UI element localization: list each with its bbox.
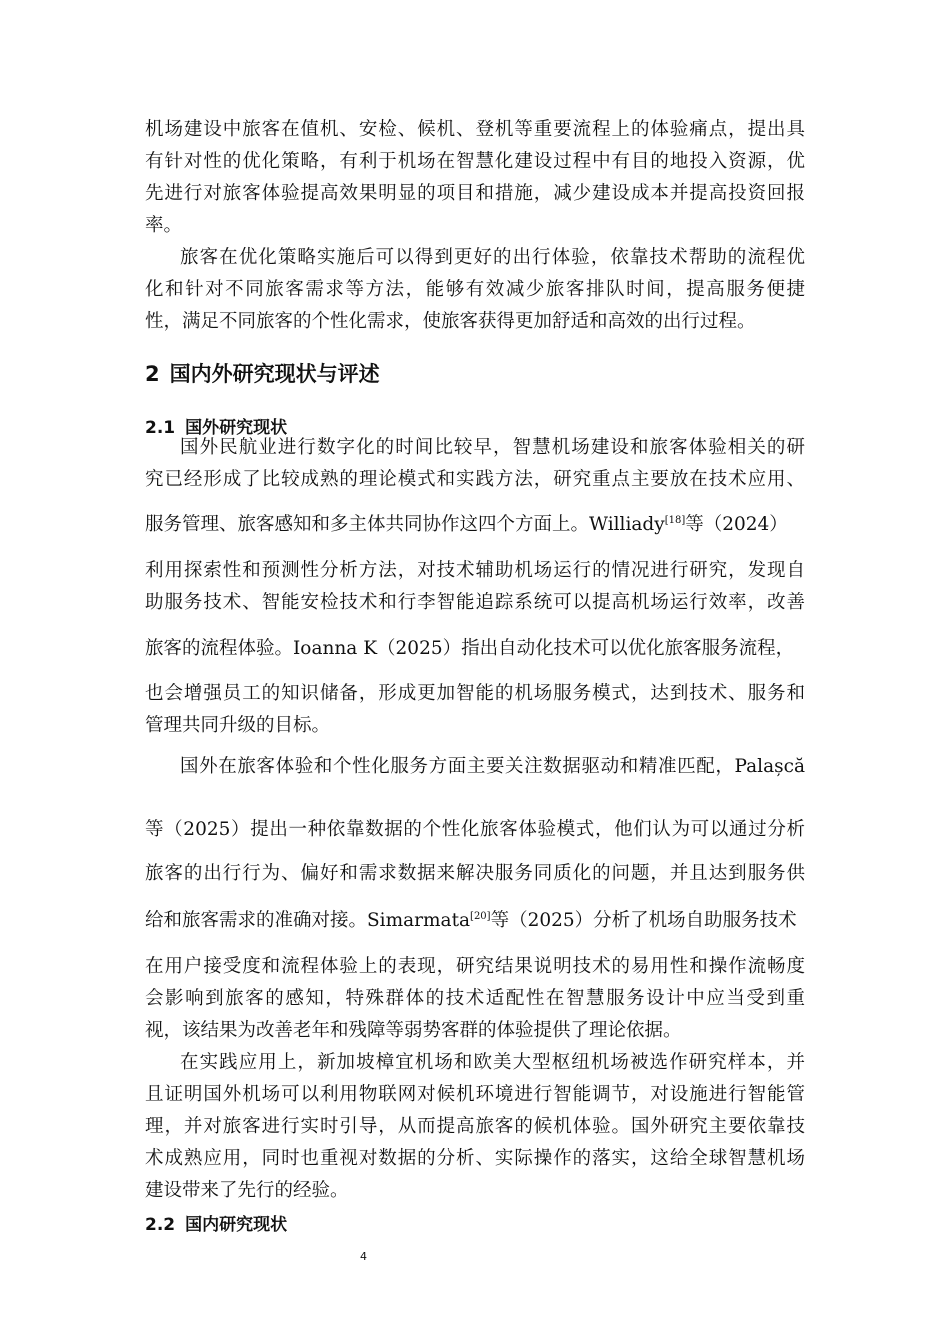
subsection-title: 国内研究现状 xyxy=(185,1215,288,1235)
body-text-line: 会影响到旅客的感知，特殊群体的技术适配性在智慧服务设计中应当受到重 xyxy=(145,988,805,1009)
section-heading xyxy=(145,358,380,388)
subsection-number: 2.2 xyxy=(145,1215,176,1235)
body-text-line: 视，该结果为改善老年和残障等弱势客群的体验提供了理论依据。 xyxy=(145,1020,682,1041)
body-text-line: 究已经形成了比较成熟的理论模式和实践方法，研究重点主要放在技术应用、 xyxy=(145,469,805,490)
subsection-heading xyxy=(145,1210,287,1235)
body-text-line: 也会增强员工的知识储备，形成更加智能的机场服务模式，达到技术、服务和 xyxy=(145,683,805,704)
subsection-title: 国外研究现状 xyxy=(185,418,288,438)
body-text-line: 化和针对不同旅客需求等方法，能够有效减少旅客排队时间，提高服务便捷 xyxy=(145,279,805,300)
page-number: 4 xyxy=(360,1250,367,1263)
body-text-line: 有针对性的优化策略，有利于机场在智慧化建设过程中有目的地投入资源，优 xyxy=(145,151,805,172)
text-run: 等（2025）分析了机场自助服务技术 xyxy=(490,910,797,931)
text-run: 服务管理、旅客感知和多主体共同协作这四个方面上。Williady xyxy=(145,514,665,535)
citation-ref: [20] xyxy=(470,911,491,922)
body-text-line: 在实践应用上，新加坡樟宜机场和欧美大型枢纽机场被选作研究样本，并 xyxy=(180,1052,805,1073)
body-text-line: 旅客的流程体验。Ioanna K（2025）指出自动化技术可以优化旅客服务流程， xyxy=(145,638,795,659)
body-text-line: 利用探索性和预测性分析方法，对技术辅助机场运行的情况进行研究，发现自 xyxy=(145,560,805,581)
body-text-line: 旅客在优化策略实施后可以得到更好的出行体验，依靠技术帮助的流程优 xyxy=(180,247,805,268)
body-text-line: 且证明国外机场可以利用物联网对候机环境进行智能调节，对设施进行智能管 xyxy=(145,1084,805,1105)
body-text-line: 术成熟应用，同时也重视对数据的分析、实际操作的落实，这给全球智慧机场 xyxy=(145,1148,805,1169)
body-text-line: 等（2025）提出一种依靠数据的个性化旅客体验模式，他们认为可以通过分析 xyxy=(145,819,805,840)
body-text-line: 理，并对旅客进行实时引导，从而提高旅客的候机体验。国外研究主要依靠技 xyxy=(145,1116,805,1137)
body-text-line: 先进行对旅客体验提高效果明显的项目和措施，减少建设成本并提高投资回报 xyxy=(145,183,805,204)
section-number: 2 xyxy=(145,362,160,386)
citation-ref: [18] xyxy=(664,515,686,526)
body-text-line xyxy=(145,912,805,931)
body-text-line: 率。 xyxy=(145,215,183,236)
body-text-line xyxy=(145,516,805,535)
subsection-number: 2.1 xyxy=(145,418,176,438)
body-text-line: 性，满足不同旅客的个性化需求，使旅客获得更加舒适和高效的出行过程。 xyxy=(145,311,756,332)
subsection-heading xyxy=(145,413,287,438)
body-text-line: 国外民航业进行数字化的时间比较早，智慧机场建设和旅客体验相关的研 xyxy=(180,437,805,458)
body-text-line: 助服务技术、智能安检技术和行李智能追踪系统可以提高机场运行效率，改善 xyxy=(145,592,805,613)
body-text-line: 国外在旅客体验和个性化服务方面主要关注数据驱动和精准匹配，Palașcă xyxy=(180,756,805,777)
section-title: 国内外研究现状与评述 xyxy=(169,362,380,386)
body-text-line: 在用户接受度和流程体验上的表现，研究结果说明技术的易用性和操作流畅度 xyxy=(145,956,805,977)
body-text-line: 机场建设中旅客在值机、安检、候机、登机等重要流程上的体验痛点，提出具 xyxy=(145,119,805,140)
text-run: 等（2024） xyxy=(685,514,788,535)
body-text-line: 管理共同升级的目标。 xyxy=(145,715,331,736)
body-text-line: 旅客的出行行为、偏好和需求数据来解决服务同质化的问题，并且达到服务供 xyxy=(145,863,805,884)
body-text-line: 建设带来了先行的经验。 xyxy=(145,1180,349,1201)
text-run: 给和旅客需求的准确对接。Simarmata xyxy=(145,910,471,931)
